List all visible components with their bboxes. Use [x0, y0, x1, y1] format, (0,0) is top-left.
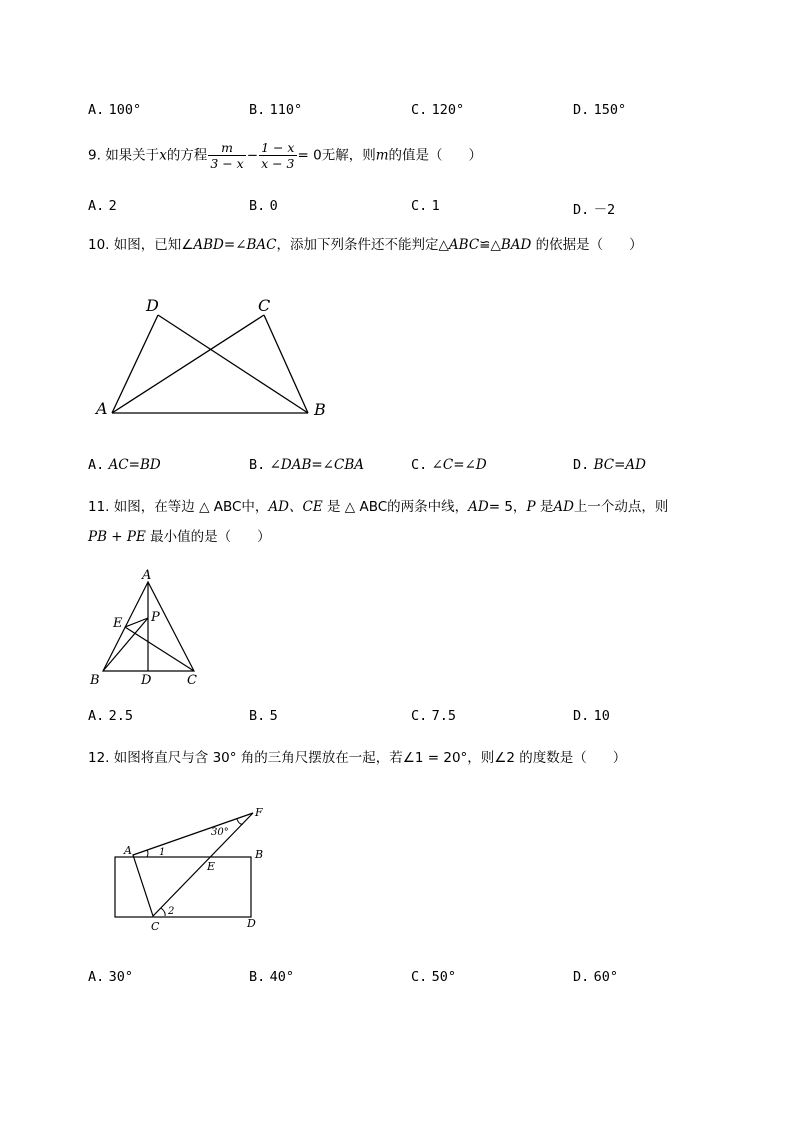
q10-label-a: A [96, 399, 108, 418]
q10-option-a: A. AC=BD [88, 457, 161, 473]
q10-stem: 10. 如图，已知∠ABD=∠BAC，添加下列条件还不能判定△ABC≌△BAD 的依据是（ ） [88, 237, 643, 253]
q11-figure [85, 565, 215, 690]
q10-option-c: C. ∠C=∠D [411, 457, 487, 473]
q11-stem-line-1: 11. 如图，在等边 △ ABC中，AD、CE 是 △ ABC的两条中线，AD= 5，P 是AD上一个动点，则 [88, 499, 669, 515]
q12-label-c: C [151, 920, 160, 933]
q10-option-b: B. ∠DAB=∠CBA [249, 457, 364, 473]
q12-ruler [115, 857, 251, 917]
q9-option-a: A. 2 [88, 198, 117, 214]
q12-figure [105, 795, 275, 940]
q12-label-d: D [247, 917, 256, 930]
q11-label-d: D [141, 673, 152, 688]
q12-angle-2-arc [161, 908, 165, 916]
q12-label-angle-2: 2 [168, 906, 175, 917]
q10-label-d: D [146, 296, 159, 315]
q8-option-a: A. 100° [88, 102, 142, 118]
q11-option-c: C. 7.5 [411, 708, 456, 724]
q12-option-d: D. 60° [573, 969, 618, 985]
q8-option-d: D. 150° [573, 102, 627, 118]
q11-stem-line-2: PB + PE 最小值的是（ ） [88, 529, 271, 545]
q12-label-angle-1: 1 [159, 847, 166, 858]
q11-label-b: B [90, 673, 100, 688]
q9-fraction-1: $\frac{m}{3 - x}$ [210, 140, 244, 171]
q11-option-b: B. 5 [249, 708, 278, 724]
q11-label-p: P [151, 610, 160, 625]
q9-stem: 9. 如果关于x的方程 $\frac{m}{3 - x}$ − $\frac{1 - x}{x - 3}$ = 0无解，则m的值是（ ） [88, 140, 483, 171]
q12-angle-1-arc [147, 850, 148, 857]
q12-stem: 12. 如图将直尺与含 30° 角的三角尺摆放在一起，若∠1 = 20°，则∠2 的度数是（ ） [88, 750, 627, 766]
q8-option-c: C. 120° [411, 102, 465, 118]
q9-fraction-2: $\frac{1 - x}{x - 3}$ [261, 140, 295, 171]
q12-label-a: A [124, 844, 132, 857]
q12-option-c: C. 50° [411, 969, 456, 985]
q12-option-b: B. 40° [249, 969, 294, 985]
q10-label-b: B [314, 400, 326, 419]
q8-option-b: B. 110° [249, 102, 303, 118]
q12-label-f: F [255, 806, 263, 819]
q10-figure [90, 290, 340, 430]
q11-option-a: A. 2.5 [88, 708, 133, 724]
q11-option-d: D. 10 [573, 708, 610, 724]
q12-label-angle-30: 30° [211, 827, 229, 838]
q12-label-b: B [255, 848, 264, 861]
q12-option-a: A. 30° [88, 969, 133, 985]
q9-option-c: C. 1 [411, 198, 440, 214]
q10-label-c: C [258, 296, 271, 315]
q12-label-e: E [207, 860, 216, 873]
q9-option-b: B. 0 [249, 198, 278, 214]
q11-label-c: C [187, 673, 197, 688]
q11-label-e: E [113, 616, 123, 631]
q9-option-d: D. －2 [573, 202, 616, 218]
q11-label-a: A [142, 568, 152, 583]
q10-option-d: D. BC=AD [573, 457, 646, 473]
q12-set-square [133, 813, 253, 916]
